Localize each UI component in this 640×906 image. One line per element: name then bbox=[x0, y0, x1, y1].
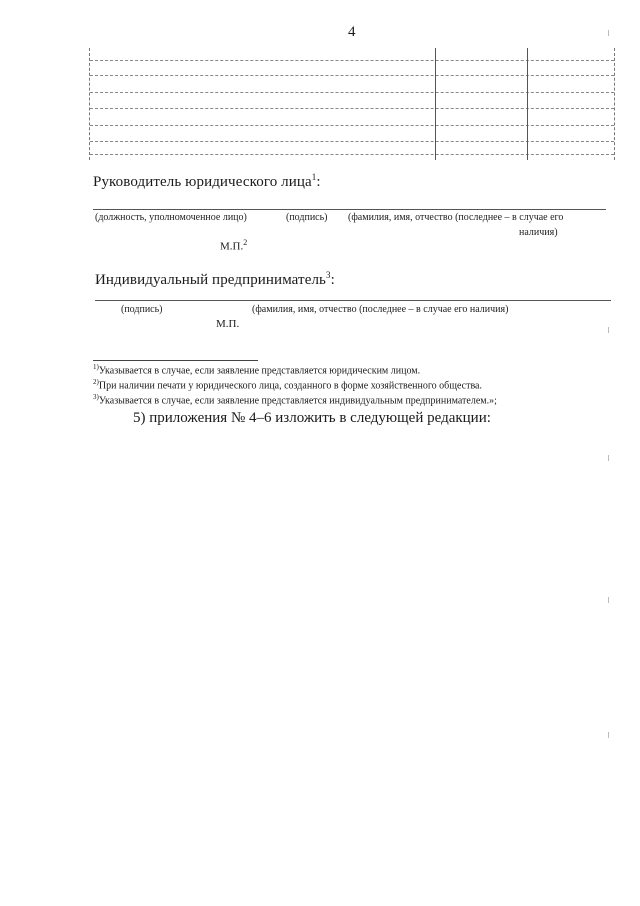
table-column-line bbox=[527, 48, 528, 160]
footnote-separator bbox=[93, 360, 258, 361]
table-row-line bbox=[90, 154, 614, 155]
table-row-line bbox=[90, 60, 614, 61]
scan-speck bbox=[608, 732, 609, 738]
caption-signature: (подпись) bbox=[121, 304, 163, 315]
heading-colon: : bbox=[316, 174, 321, 190]
table-row-line bbox=[90, 141, 614, 142]
footnote-ref: 2 bbox=[243, 238, 248, 247]
scan-speck bbox=[608, 597, 609, 603]
caption-name: (фамилия, имя, отчество (последнее – в случае его bbox=[348, 212, 564, 223]
page-number: 4 bbox=[348, 24, 356, 40]
footnote bbox=[93, 378, 482, 391]
scan-speck bbox=[608, 327, 609, 333]
caption-signature: (подпись) bbox=[286, 212, 328, 223]
amendment-text: 5) приложения № 4–6 изложить в следующей редакции: bbox=[133, 410, 491, 426]
footnote-ref: 1 bbox=[311, 172, 317, 182]
stamp-label: М.П. bbox=[220, 240, 244, 253]
heading-colon: : bbox=[330, 272, 335, 288]
table-row-line bbox=[90, 75, 614, 76]
caption-name-continuation: наличия) bbox=[519, 227, 558, 238]
footnote bbox=[93, 393, 497, 406]
table-fragment bbox=[89, 48, 615, 160]
stamp-placeholder: М.П. bbox=[216, 318, 240, 330]
table-row-line bbox=[90, 108, 614, 109]
stamp-placeholder bbox=[220, 238, 247, 253]
footnote-marker: 3) bbox=[93, 393, 99, 401]
table-row-line bbox=[90, 92, 614, 93]
footnote-marker: 2) bbox=[93, 378, 99, 386]
table-row-line bbox=[90, 125, 614, 126]
footnote-marker: 1) bbox=[93, 363, 99, 371]
scan-speck bbox=[608, 30, 609, 36]
caption-position: (должность, уполномоченное лицо) bbox=[95, 212, 247, 223]
footnote bbox=[93, 363, 420, 376]
table-column-line bbox=[435, 48, 436, 160]
legal-entity-heading bbox=[93, 172, 321, 191]
footnote-text: Указывается в случае, если заявление представляется юридическим лицом. bbox=[98, 365, 421, 377]
footnote-text: При наличии печати у юридического лица, созданного в форме хозяйственного общества. bbox=[98, 380, 482, 392]
scan-speck bbox=[608, 455, 609, 461]
entrepreneur-signature-line bbox=[95, 300, 611, 301]
footnote-text: Указывается в случае, если заявление представляется индивидуальным предпринимателем.»; bbox=[98, 395, 497, 407]
entrepreneur-heading-text: Индивидуальный предприниматель bbox=[95, 272, 326, 288]
entrepreneur-heading bbox=[95, 270, 335, 289]
legal-entity-heading-text: Руководитель юридического лица bbox=[93, 174, 312, 190]
footnote-ref: 3 bbox=[326, 270, 331, 280]
caption-name: (фамилия, имя, отчество (последнее – в случае его наличия) bbox=[252, 304, 509, 315]
legal-entity-signature-line bbox=[93, 209, 606, 210]
